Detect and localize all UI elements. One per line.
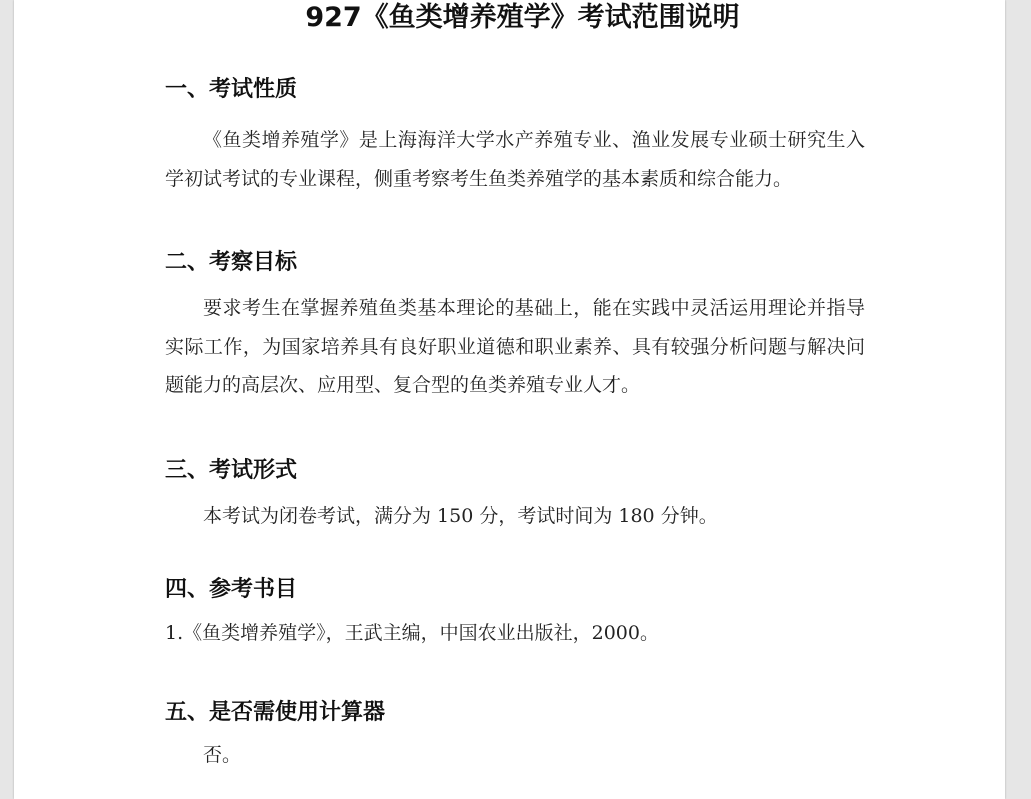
document-page <box>14 0 1005 799</box>
section-heading-objectives: 二、考察目标 <box>165 250 298 275</box>
section-heading-calculator: 五、是否需使用计算器 <box>165 700 386 725</box>
document-title: 927《鱼类增养殖学》考试范围说明 <box>305 2 740 33</box>
section-heading-format: 三、考试形式 <box>165 458 298 483</box>
section-body-nature: 《鱼类增养殖学》是上海海洋大学水产养殖专业、渔业发展专业硕士研究生入学初试考试的专业课程，侧重考察考生鱼类养殖学的基本素质和综合能力。 <box>165 129 865 190</box>
section-body-format: 本考试为闭卷考试，满分为 150 分，考试时间为 180 分钟。 <box>203 505 718 527</box>
reference-item: 1.《鱼类增养殖学》，王武主编，中国农业出版社，2000。 <box>165 622 659 644</box>
section-body-calculator: 否。 <box>203 744 242 766</box>
section-heading-references: 四、参考书目 <box>165 577 298 602</box>
section-body-objectives: 要求考生在掌握养殖鱼类基本理论的基础上，能在实践中灵活运用理论并指导实际工作，为国家培养具有良好职业道德和职业素养、具有较强分析问题与解决问题能力的高层次、应用型、复合型的鱼类养殖专业人才。 <box>165 297 865 396</box>
section-heading-nature: 一、考试性质 <box>165 77 298 102</box>
